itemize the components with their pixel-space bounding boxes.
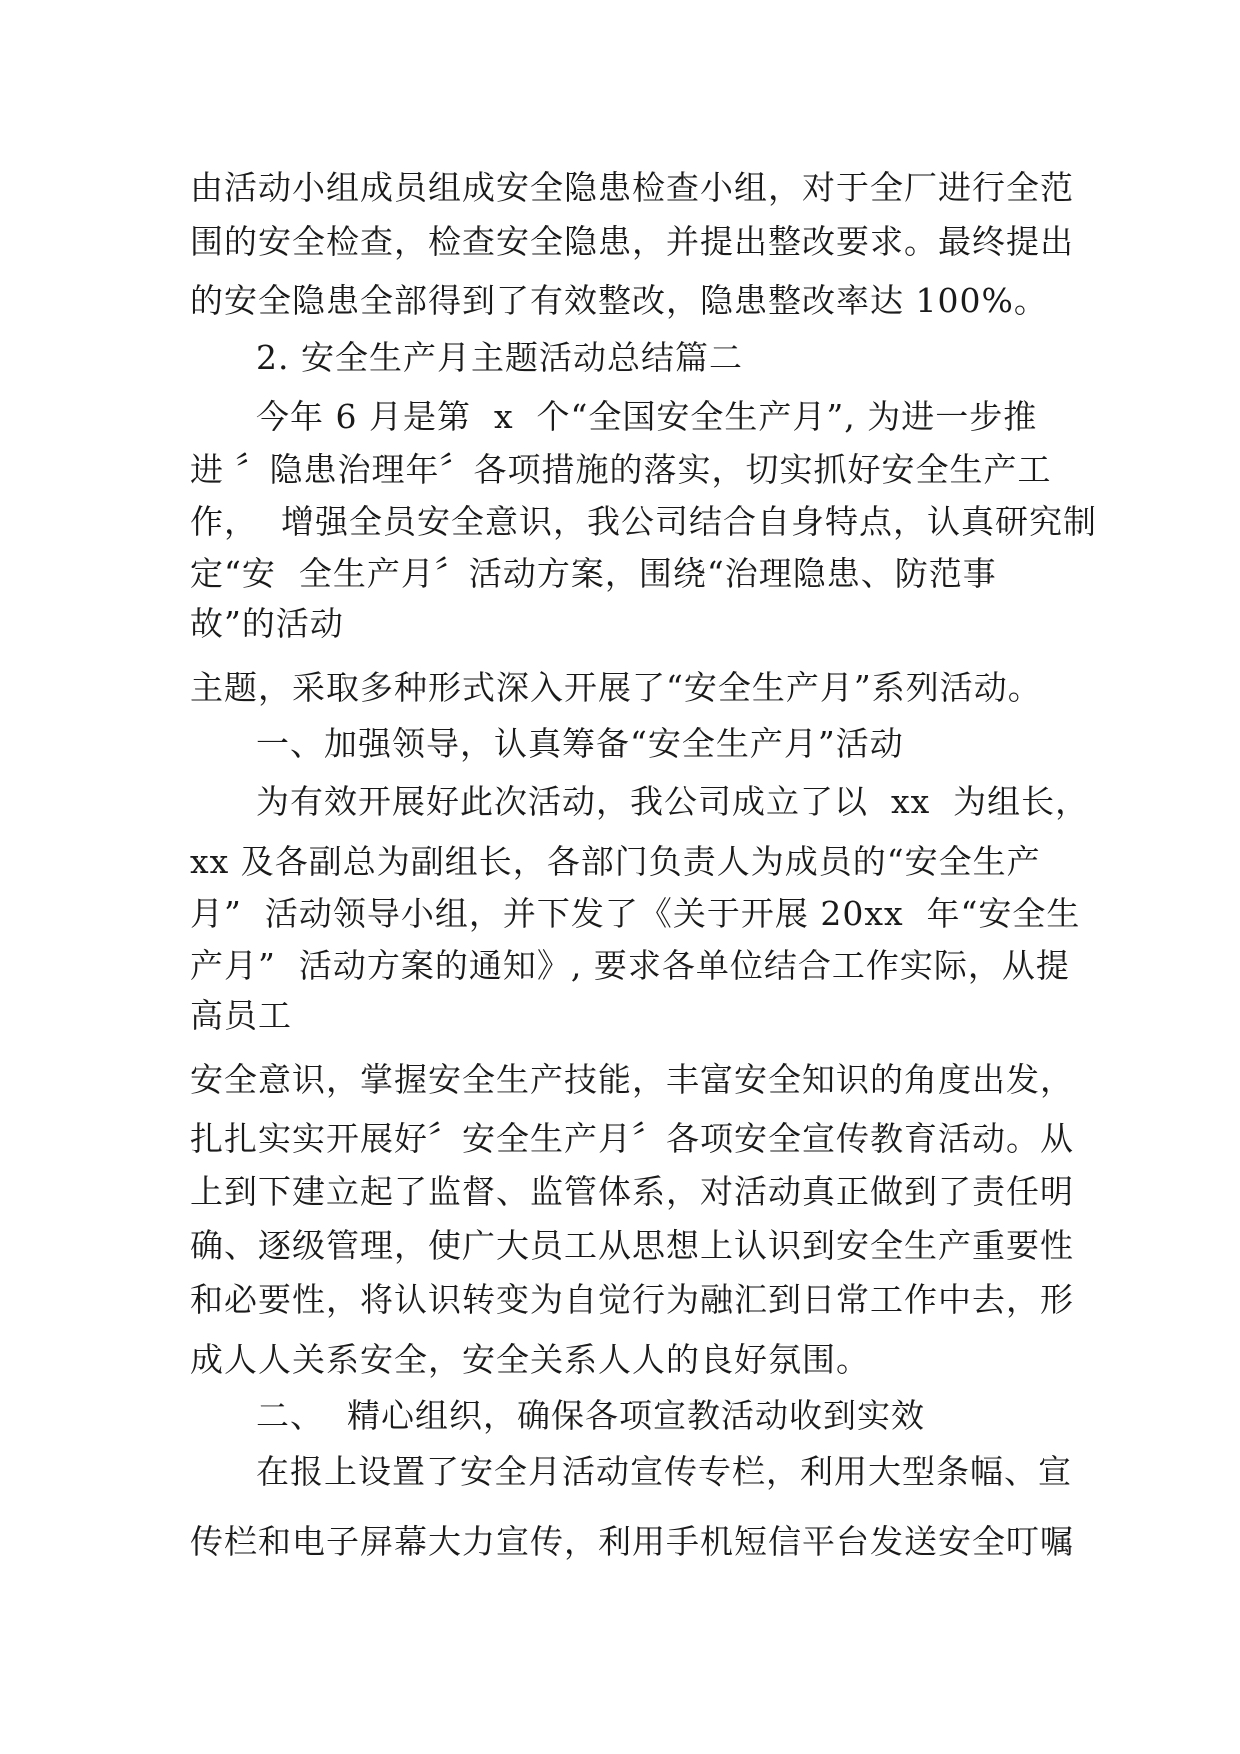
- body-text-line: 为有效开展好此次活动，我公司成立了以 xx 为组长，: [256, 782, 1090, 821]
- section-heading: 2. 安全生产月主题活动总结篇二: [256, 338, 743, 377]
- body-text-line: 扎扎实实开展好〞安全生产月〞各项安全宣传教育活动。从: [190, 1119, 1074, 1158]
- body-text-line: 由活动小组成员组成安全隐患检查小组，对于全厂进行全范: [190, 168, 1074, 207]
- body-text-line: 安全意识，掌握安全生产技能，丰富安全知识的角度出发，: [190, 1060, 1074, 1099]
- body-text-line: 高员工: [190, 996, 292, 1035]
- body-text-line: 确、逐级管理，使广大员工从思想上认识到安全生产重要性: [190, 1226, 1074, 1265]
- section-heading: 一、加强领导，认真筹备“安全生产月”活动: [256, 724, 904, 763]
- body-text-line: 进 〞隐患治理年〞各项措施的落实，切实抓好安全生产工: [190, 450, 1052, 489]
- body-text-line: 上到下建立起了监督、监管体系，对活动真正做到了责任明: [190, 1172, 1074, 1211]
- body-text-line: 定“安 全生产月〞活动方案，围绕“治理隐患、防范事: [190, 554, 997, 593]
- body-text-line: 故”的活动: [190, 604, 344, 643]
- body-text-line: 主题，采取多种形式深入开展了“安全生产月”系列活动。: [190, 668, 1042, 707]
- body-text-line: 作， 增强全员安全意识，我公司结合自身特点，认真研究制: [190, 502, 1097, 541]
- section-heading: 二、 精心组织，确保各项宣教活动收到实效: [256, 1396, 925, 1435]
- body-text-line: 围的安全检查，检查安全隐患，并提出整改要求。最终提出: [190, 222, 1074, 261]
- body-text-line: 的安全隐患全部得到了有效整改，隐患整改率达 100%。: [190, 281, 1048, 320]
- body-text-line: 成人人关系安全，安全关系人人的良好氛围。: [190, 1340, 870, 1379]
- body-text-line: 产月” 活动方案的通知》, 要求各单位结合工作实际，从提: [190, 946, 1070, 985]
- body-text-line: 在报上设置了安全月活动宣传专栏，利用大型条幅、宣: [256, 1452, 1072, 1491]
- body-text-line: xx 及各副总为副组长，各部门负责人为成员的“安全生产: [190, 842, 1041, 881]
- body-text-line: 和必要性，将认识转变为自觉行为融汇到日常工作中去，形: [190, 1280, 1074, 1319]
- body-text-line: 传栏和电子屏幕大力宣传，利用手机短信平台发送安全叮嘱: [190, 1522, 1074, 1561]
- body-text-line: 月” 活动领导小组，并下发了《关于开展 20xx 年“安全生: [190, 894, 1081, 933]
- body-text-line: 今年 6 月是第 x 个“全国安全生产月”, 为进一步推: [256, 397, 1038, 436]
